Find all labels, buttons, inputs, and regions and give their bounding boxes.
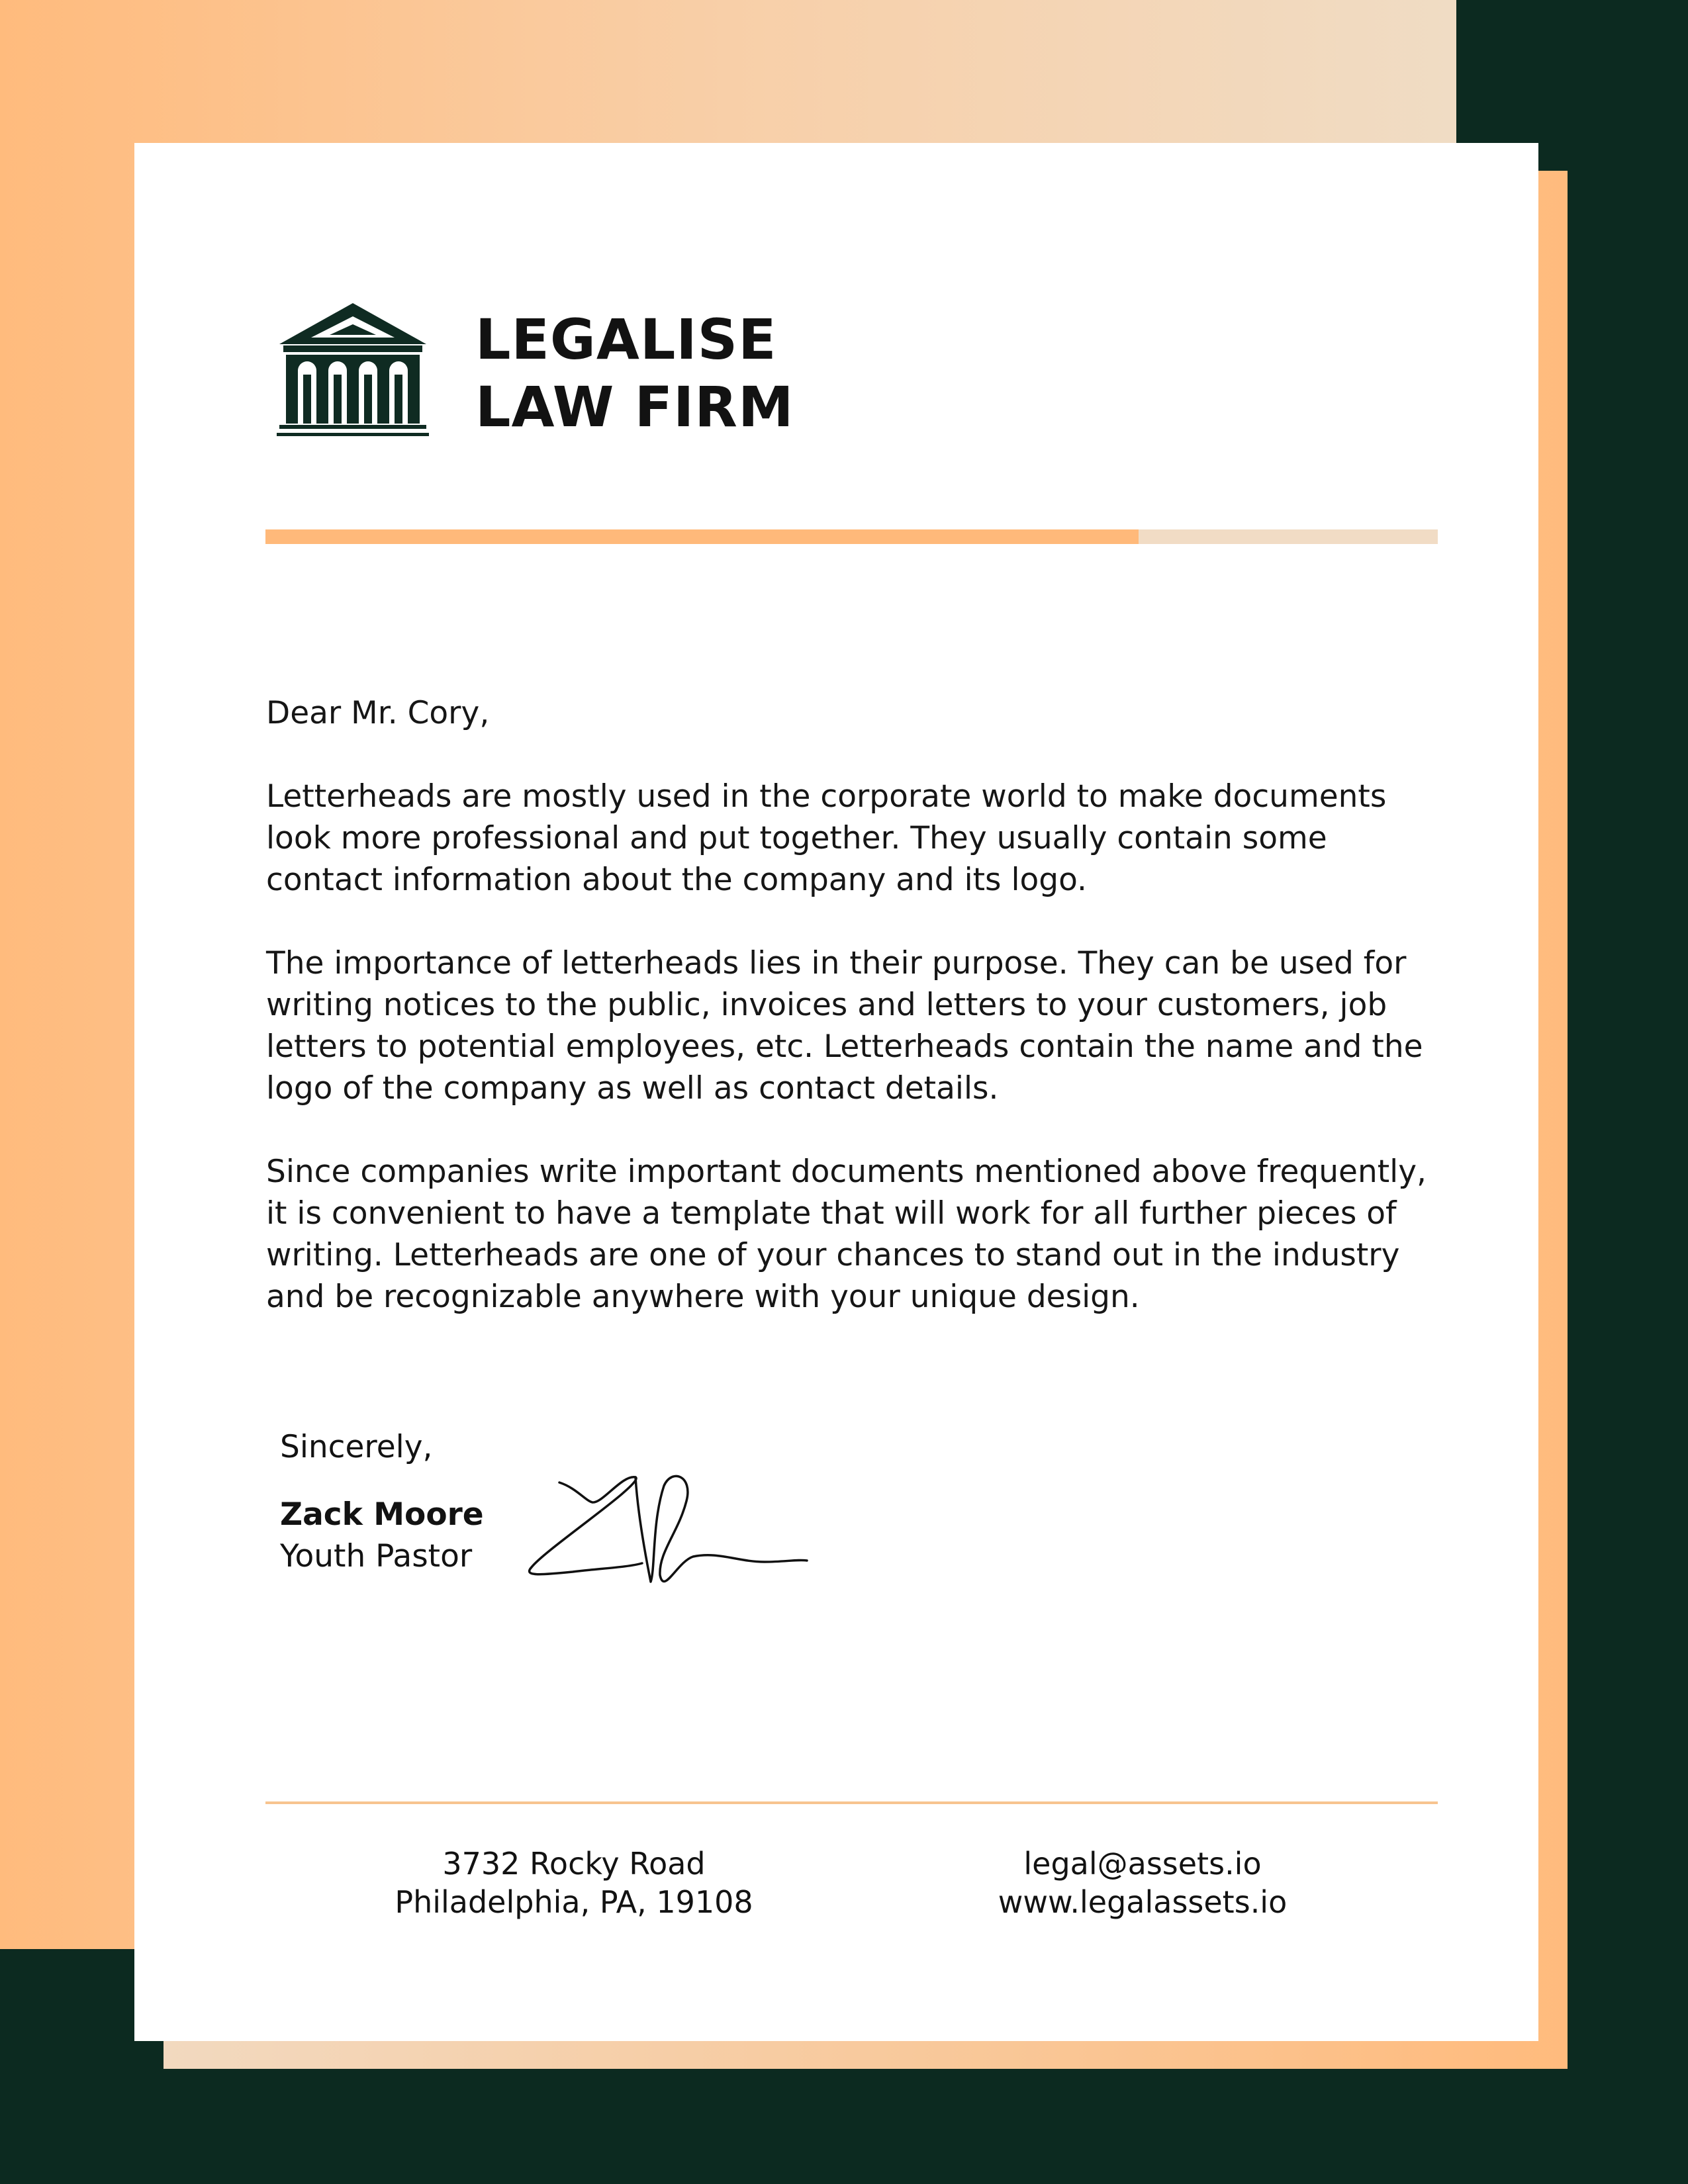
- contact-email[interactable]: legal@assets.io: [1023, 1846, 1262, 1882]
- address-line1: 3732 Rocky Road: [442, 1846, 706, 1882]
- letter-paragraph-1: Letterheads are mostly used in the corporate world to make documents look more professional and put together. They usually contain some contact information about the company and its logo.: [266, 778, 1387, 898]
- header-divider-beige: [1139, 529, 1438, 544]
- letter-greeting: Dear Mr. Cory,: [266, 695, 490, 731]
- courthouse-icon: [277, 302, 429, 441]
- signer-name: Zack Moore: [280, 1496, 484, 1533]
- company-name-line1: LEGALISE: [475, 307, 777, 372]
- header-divider-orange: [265, 529, 1139, 544]
- letter-paragraph-3: Since companies write important documents mentioned above frequently, it is convenient to have a template that will work for all further pieces of writing. Letterheads are one of your chances to stand out in the industry and be recognizable anywhere with your unique design.: [266, 1154, 1427, 1315]
- company-name-line2: LAW FIRM: [475, 375, 794, 439]
- footer-divider: [265, 1801, 1438, 1804]
- letter-body: [266, 692, 1438, 1359]
- company-name: [475, 306, 794, 441]
- header-divider: [265, 529, 1438, 544]
- footer-address: [342, 1844, 806, 1921]
- letter-closing: Sincerely,: [280, 1429, 433, 1465]
- footer-contact: [911, 1844, 1374, 1921]
- address-line2: Philadelphia, PA, 19108: [395, 1884, 753, 1920]
- contact-website[interactable]: www.legalassets.io: [998, 1884, 1288, 1920]
- handwritten-signature: [520, 1469, 811, 1595]
- letter-paragraph-2: The importance of letterheads lies in their purpose. They can be used for writing notices to the public, invoices and letters to your customers, job letters to potential employees, etc. Letterheads contain the name and the logo of the company as well as contact details.: [266, 945, 1423, 1107]
- signer-title: Youth Pastor: [280, 1538, 473, 1574]
